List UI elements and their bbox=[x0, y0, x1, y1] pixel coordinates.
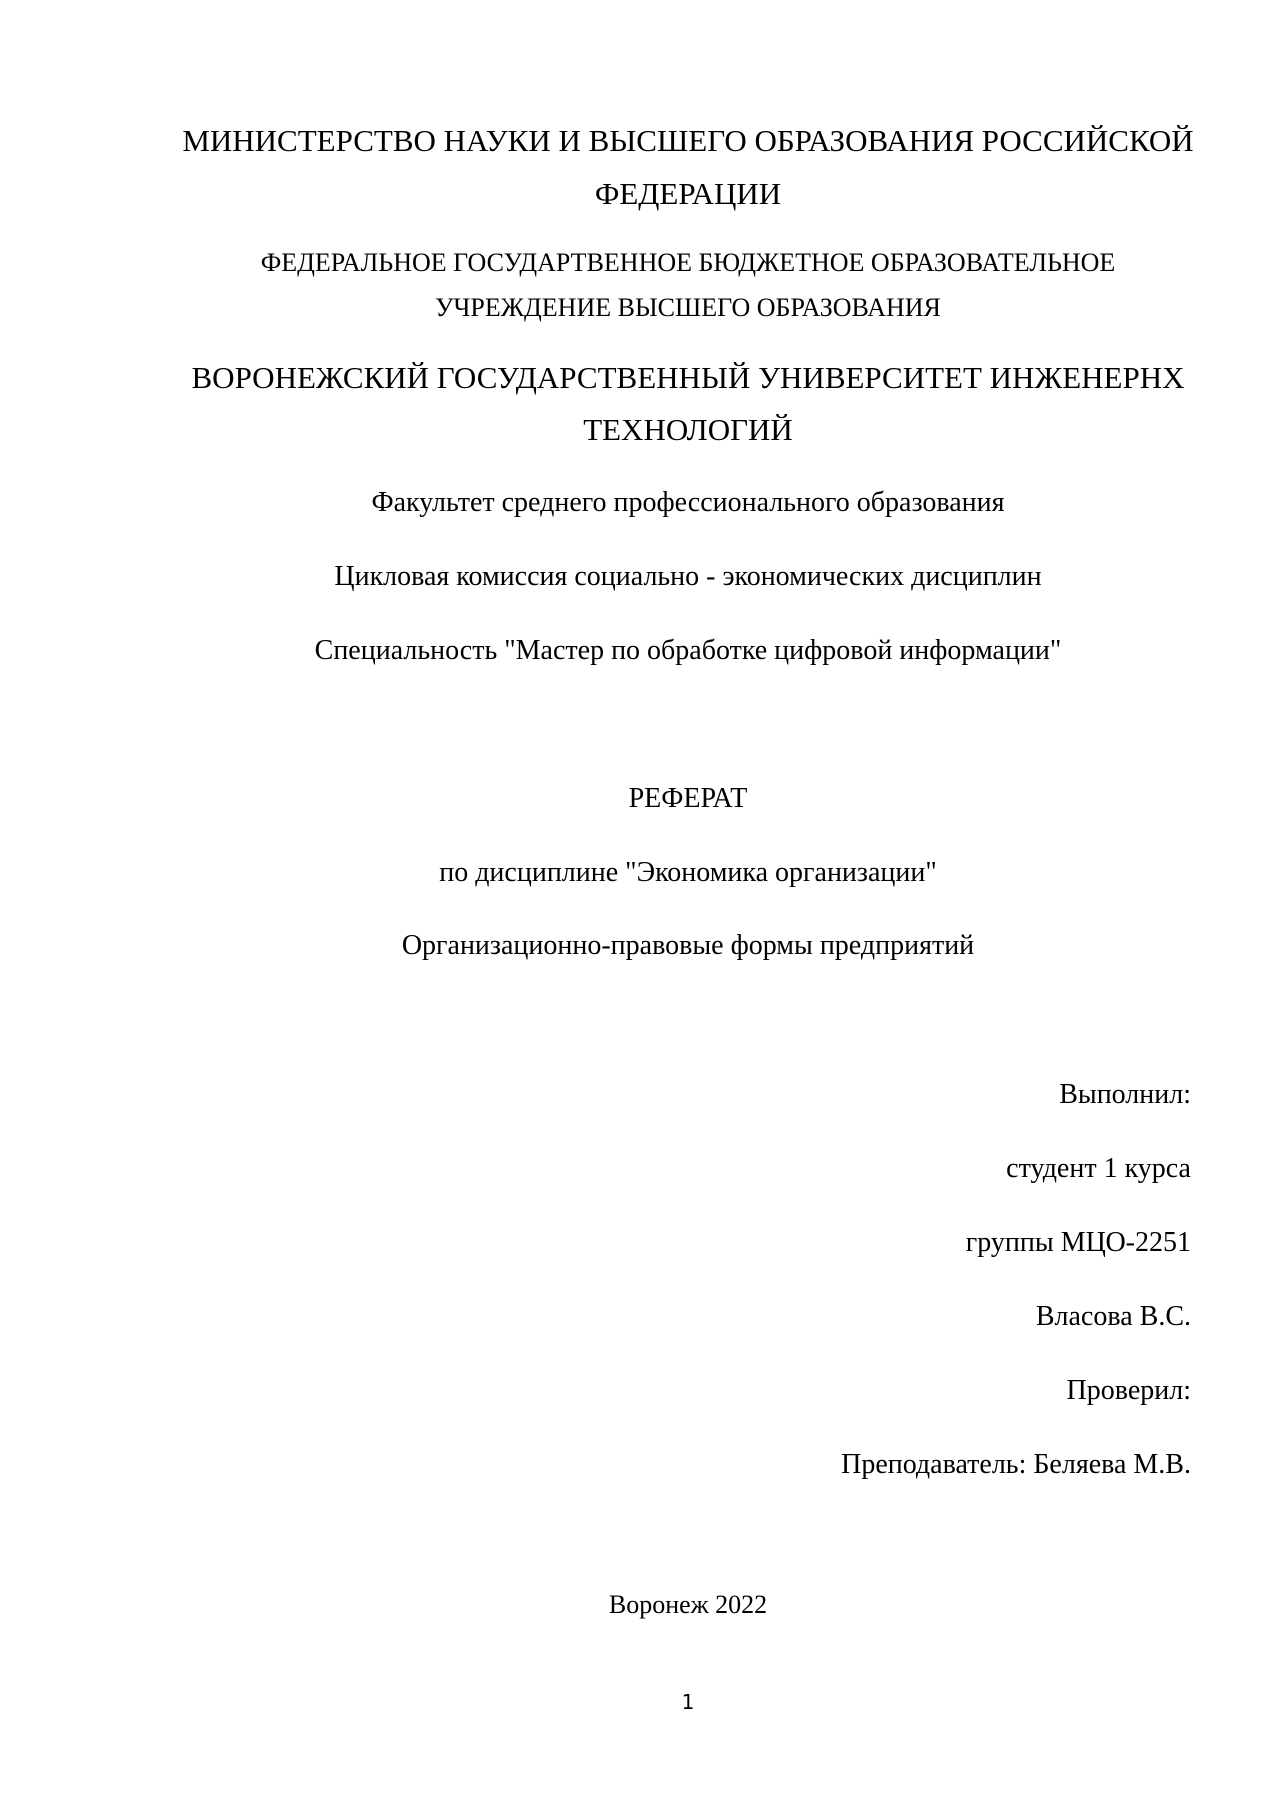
teacher-name: Преподаватель: Беляева М.В. bbox=[841, 1449, 1191, 1480]
university-line-2: ТЕХНОЛОГИЙ bbox=[583, 412, 793, 447]
student-name: Власова В.С. bbox=[1035, 1301, 1191, 1332]
topic-line: Организационно-правовые формы предприятий bbox=[401, 930, 975, 961]
student-course: студент 1 курса bbox=[1006, 1153, 1191, 1184]
faculty-line: Факультет среднего профессионального образования bbox=[371, 487, 1005, 518]
ministry-line-2: ФЕДЕРАЦИИ bbox=[594, 176, 782, 211]
commission-line: Цикловая комиссия социально - экономических дисциплин bbox=[334, 561, 1042, 592]
university-line-1: ВОРОНЕЖСКИЙ ГОСУДАРСТВЕННЫЙ УНИВЕРСИТЕТ ИНЖЕНЕРНХ bbox=[191, 360, 1185, 395]
checked-label: Проверил: bbox=[1066, 1375, 1191, 1406]
specialty-line: Специальность "Мастер по обработке цифровой информации" bbox=[314, 635, 1062, 666]
city-year: Воронеж 2022 bbox=[608, 1590, 768, 1619]
document-type: РЕФЕРАТ bbox=[628, 783, 748, 814]
page-number: 1 bbox=[681, 1690, 695, 1714]
institution-type-line-1: ФЕДЕРАЛЬНОЕ ГОСУДАРТВЕННОЕ БЮДЖЕТНОЕ ОБРАЗОВАТЕЛЬНОЕ bbox=[260, 248, 1116, 277]
completed-label: Выполнил: bbox=[1059, 1079, 1191, 1110]
student-group: группы МЦО-2251 bbox=[965, 1227, 1191, 1258]
ministry-line-1: МИНИСТЕРСТВО НАУКИ И ВЫСШЕГО ОБРАЗОВАНИЯ РОССИЙСКОЙ bbox=[182, 123, 1194, 158]
institution-type-line-2: УЧРЕЖДЕНИЕ ВЫСШЕГО ОБРАЗОВАНИЯ bbox=[435, 293, 941, 322]
discipline-line: по дисциплине "Экономика организации" bbox=[439, 857, 937, 888]
